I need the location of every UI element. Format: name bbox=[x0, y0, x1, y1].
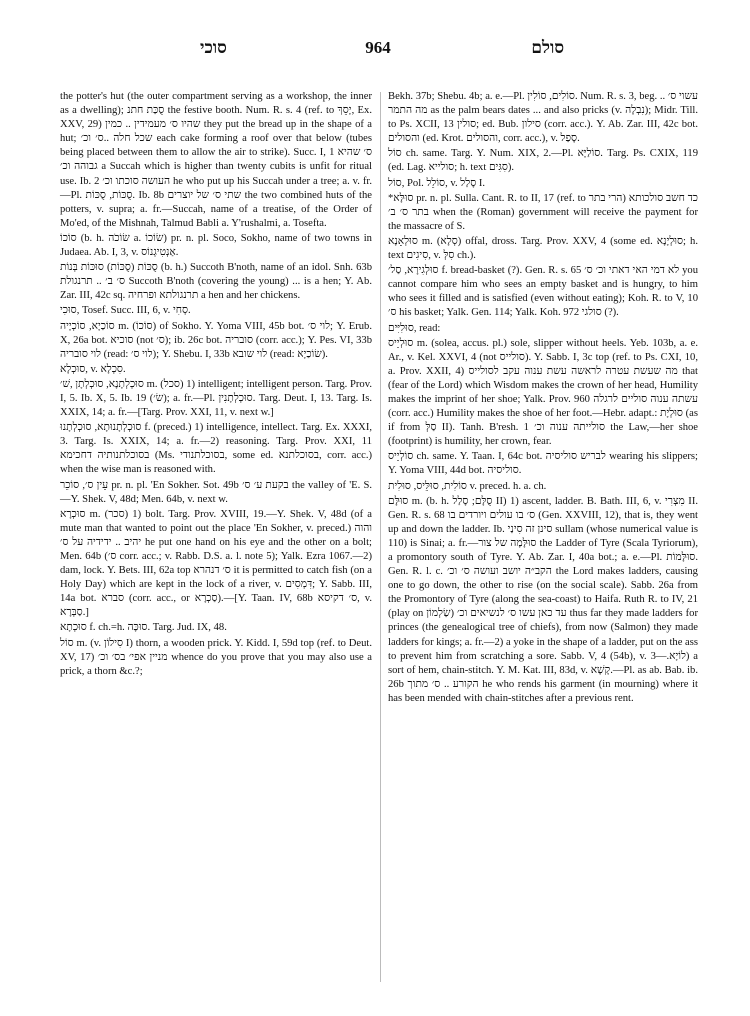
entry-paragraph: סוֹל, Pol. סוֹלֵל, v. סָלַל I. bbox=[388, 177, 486, 189]
entry-paragraph: סוֹכַיָא, סוֹכְיָיה m. (סוֹכוֹ) of Sokho. Y. Yoma VIII, 45b bot. לוי ס׳; Y. Erub. X, 26a bot. סוכיא (not ס׳); ib. 26c bot. סובריה (corr. acc.); Y. Pes. VI, 33b לוי סובריה (read: לוי ס׳); Y. Shebu. I, 33b לוי שובא (read: שׂוֹכַיָא). bbox=[60, 320, 372, 360]
entry-paragraph: סוּלְיֵיס m. (solea, accus. pl.) sole, slipper without heels. Yeb. 103b, a. e. Ar., v. Kel. XXVI, 4 (not סולייס). Y. Sabb. I, 3c top (ref. to Ps. CXI, 10, a. Prov. XXII, 4) מה שעשת עטרה לראשה עשת ענוה עקב לסולייס that (fear of the Lord) which Wisdom makes the crown of her head, Humility makes the imprint of her shoe; Yalk. Prov. 960 עשתה ענוה סוליים לרגלה (corr. acc.) Humility makes the shoe of her foot.—Hebr. adapt.: סוּלְיָת (as if from סַלְּ II). Tanh. B'resh. 1 סולייתה ענוה וכ׳ the Law,—her shoe (footprint) is humility, her crown, fear. bbox=[388, 337, 698, 448]
entry-paragraph: סוּלְגִירָא, סַל׳ f. bread-basket (?). Gen. R. s. 65 לא דמי האי דאתי וכ׳ ס׳ you cannot compare him who sees an empty basket and is hungry, to him who sees it filled and is satisfied (even without eating); Koh. R. to V, 10 ס׳ his basket; Yalk. Gen. 114; Yalk. Koh. 972 סולגי (?). bbox=[388, 265, 698, 319]
entry-paragraph: סוֹלִית, סוּלֵּיס, סוּלִית v. preced. h. a. ch. bbox=[388, 480, 547, 492]
entry-paragraph: *סוּלָּא pr. n. pl. Sulla. Cant. R. to II, 17 (ref. to הרי בתר) כד חשב סולכותא בתר ס׳ ב׳ when the (Roman) government will receive the payment for the massacre of S. bbox=[388, 192, 699, 232]
entry-paragraph: סוּכְלָא, v. סִכְלָא. bbox=[60, 363, 126, 375]
column-divider bbox=[380, 92, 381, 982]
entry-paragraph: סוֹלְיֵיס ch. same. Y. Taan. I, 64c bot. לבריש סוליסיה wearing his slippers; Y. Yoma VIII, 44d bot. סוליסיה. bbox=[388, 451, 698, 477]
entry-paragraph: סוֹל ch. same. Targ. Y. Num. XIX, 2.—Pl. סוֹלַיָּא. Targ. Ps. CXIX, 119 (ed. Lag. סולייא; h. text סִגִּים). bbox=[388, 148, 698, 174]
left-column bbox=[60, 90, 372, 679]
entry-paragraph: סֻכּוֹת (סֻכּוֹת) סוּכּוֹת בְּנוֹת (b. h.) Succoth B'noth, name of an idol. Snh. 63b ס׳ ב׳ .. תרנגולת Succoth B'noth (covering the young) ... is a hen; Y. Ab. Zar. III, 42c sq. תרנגולתא ופרחיה a hen and her chickens. bbox=[60, 262, 373, 302]
entry-paragraph: סוּכְלְתָנָא, סוּכְלְתָן ,שׁ׳ m. (סכל) 1) intelligent; intelligent person. Targ. Prov. I, 5. Ib. X, 5. Ib. 19 (שׂ׳); a. fr.—Pl. סוּכְלְתָנִין. Targ. Deut. I, 13. Targ. Is. XXIX, 14; a. fr.—[Targ. Prov. XXI, 11, v. next w.] bbox=[60, 378, 372, 419]
entry-paragraph: סוּלְאָנָא m. (סְלָא) offal, dross. Targ. Prov. XXV, 4 (some ed. סוּלְיָנָא; h. text סִיגִים, v. סִלְּ ch.). bbox=[388, 235, 698, 262]
page-number: 964 bbox=[365, 38, 391, 57]
entry-paragraph: סוּלָּם m. (b. h. סֻלָּם; סָלַל II) 1) ascent, ladder. B. Bath. III, 6, v. מִצְרִי II. Gen. R. s. 68 ס׳ בו עולים ויורדים בו (Gen. XXVIII, 12), that is, they went up and down the ladder. Ib. סינן זה סִינַי sullam (whose numerical value is 110) is Sinai; a. fr.—סוּלָּמָה של צור the Ladder of Tyre (Scala Tyriorum), a promontory south of Tyre. Y. Ab. Zar. I, 40a bot.; a. e.—Pl. סוּלָּמוֹת. Gen. R. l. c. הקב״ה יושב ועושה ס׳ וכ׳ the Lord makes ladders, causing one to go down, the other to rise (on the social scale). Sabb. 26a from the Promontory of Tyre (along the sea-coast) to Haifa. Ruth R. to IV, 21 (play on שַׂלְמוֹן) עד כאן עשו ס׳ לנשיאים וכ׳ thus far they made ladders for princes (the genealogical tree of chiefs), from now (Salmon) they made ladders for kings; a. fr.—2) a yoke in the shape of a ladder, put on the ass to prevent him from scratching a sore. Sabb. V, 4 (54b), v. לוֹיָא.—3) a sort of hem, chain-stitch. Y. M. Kat. III, 83d, v. קָשָׁא.—Pl. as ab. Bab. ib. 26b הקורע .. ס׳ מתוך he who rends his garment (in mourning) where it has been mended with chain-stitches after a previous rent. bbox=[388, 495, 699, 704]
entry-paragraph: סוּכְרָא m. (סכר) 1) bolt. Targ. Prov. XVIII, 19.—Y. Shek. V, 48d (of a mute man that wanted to point out the place 'En Sokher, v. preced.) והוה יהיב .. ידידיה על ס׳ he put one hand on his eye and the other on a bolt; Men. 64b (ס׳ corr. acc.; v. Rabb. D.S. a. l. note 5); Yalk. Ezra 1067.—2) dam, lock. Y. Bets. III, 62a top ס׳ דנהרא it is permitted to catch fish (on a Holy Day) which are kept in the lock of a river, v. דִּמְסִים; Y. Sabb. III, 14a bot. סברא (corr. acc., or סַכְרָא).—[Y. Taan. IV, 68b ס׳ דקיסא, v. סַבְּרָא.] bbox=[60, 508, 372, 619]
entry-paragraph: the potter's hut (the outer compartment serving as a workshop, the inner as a dwelling); סֻכַּת חתנ the festive booth. Num. R. s. 4 (ref. to יָסֵךְ, Ex. XXV, 29) שהיו ס׳ מעמידין .. כמין they put the bread up in the shape of a hut; שכל חלה ..ס׳ וכ׳ each cake forming a roof over that below (tubes being placed between them to allow the air to strike). Succ. I, 1 ס׳ שהיא גבוהה וכ׳ a Succah which is higher than twenty cubits is unfit for ritual use. Ib. 2 העושה סוכתו וכ׳ he who put up his Succah under a tree; a. v. fr.—Pl. סֻכּוֹת, סֻכּוֹת. Ib. 8b שתי ס׳ של יוצרים the two combined huts of the potters, v. supra; a. fr.—Succah, name of a treatise, of the Order of Mo'ed, of the Mishnah, Talmud Babli a. Y'rushalmi, a. Tosefta. bbox=[60, 91, 373, 229]
right-guide-word: סולם bbox=[531, 38, 564, 57]
left-guide-word: סוכי bbox=[200, 38, 227, 57]
page-header bbox=[60, 38, 696, 62]
entry-paragraph: סוּלִיִּים, read: bbox=[388, 322, 441, 334]
entry-paragraph: סוֹכוֹ (b. h. שׂוֹכֹה a. שׂוֹכוֹ) pr. n. pl. Soco, Sokho, name of two towns in Judaea. Ab. I, 3, v. אַנְטִיגְנוֹס. bbox=[60, 232, 372, 259]
entry-paragraph: Bekh. 37b; Shebu. 4b; a. e.—Pl. סוֹלִים, סוֹלִין. Num. R. s. 3, beg. עשוי ס׳ .. מה התמר as the palm bears dates ... and also pricks (v. נִבְלָה); Midr. Till. to Ps. XCII, 13 סולין; ed. Bub. סילון (corr. acc.). Y. Ab. Zar. III, 42c bot. והסולים (ed. Krot. והסולים, corr. acc.), v. סָפַל. bbox=[388, 91, 699, 145]
entry-paragraph: עֵין ס׳, סוֹכֵר pr. n. pl. 'En Sokher. Sot. 49b בקעת ע׳ ס׳ the valley of 'E. S.—Y. Shek. V, 48d; Men. 64b, v. next w. bbox=[60, 479, 372, 505]
entry-paragraph: סוּכְתָא f. ch.=h. סוּכָּה. Targ. Jud. IX, 48. bbox=[60, 622, 227, 634]
entry-paragraph: סוּכְלְתָנוּתָא, סוּכְלְתָנוּ f. (preced.) 1) intelligence, intellect. Targ. Ex. XXXI, 3. Targ. Is. XXIX, 14; a. fr.—2) reasoning. Targ. Prov. XXI, 11 בסוכלתנותיה דחכימא (Ms. בסוכלתנודי, some ed. בסוכלתנא, corr. acc.) when the wise man is reasoned with. bbox=[60, 422, 373, 476]
entry-paragraph: סוּכִי, Tosef. Succ. III, 6, v. סְחִי. bbox=[60, 305, 191, 317]
entry-paragraph: סוֹל m. (v. סִילוֹן I) thorn, a wooden prick. Y. Kidd. I, 59d top (ref. to Deut. XV, 17) מניין אפי׳ בס׳ וכ׳ whence do you prove that you may also use a prick, a thorn &c.?; bbox=[60, 637, 373, 677]
right-column bbox=[388, 90, 698, 706]
